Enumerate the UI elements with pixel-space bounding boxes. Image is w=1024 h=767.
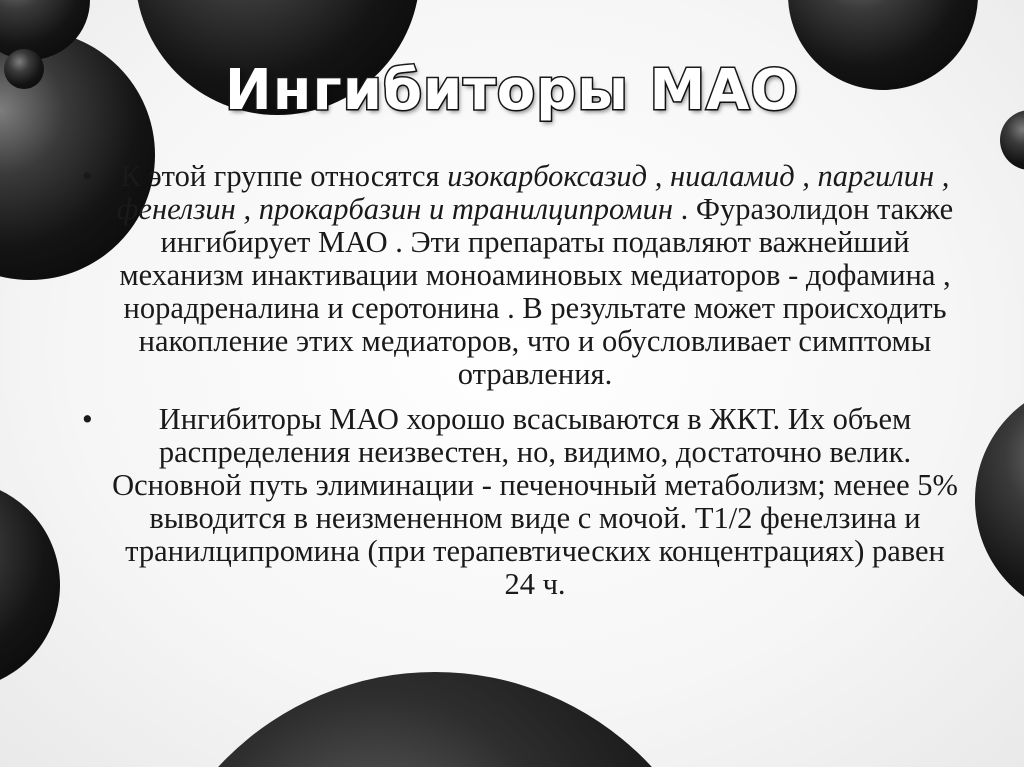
- slide-title: Ингибиторы МАО: [224, 58, 800, 123]
- bullet-rest: . Фуразолидон также ингибирует МАО . Эти препараты подавляют важнейший механизм инактивации моноаминовых медиаторов - дофамина , норадреналина и серотонина . В результате может происходить накопление этих медиаторов, что и обусловливает симптомы отравления.: [119, 192, 954, 391]
- bullet-marker: •: [82, 159, 93, 193]
- bullet-text: [110, 160, 960, 391]
- bullet-item: [80, 403, 960, 601]
- slide-body: [80, 160, 960, 613]
- bullet-item: [80, 160, 960, 391]
- sphere-decoration: [0, 480, 60, 690]
- bullet-marker: •: [82, 402, 93, 436]
- sphere-decoration: [975, 380, 1024, 620]
- sphere-decoration: [140, 672, 730, 767]
- bullet-text: Ингибиторы МАО хорошо всасываются в ЖКТ. Их объем распределения неизвестен, но, видимо, достаточно велик. Основной путь элиминации - печеночный метаболизм; менее 5% выводится в неизмененном виде с мочой. Т1/2 фенелзина и транилципромина (при терапевтических концентрациях) равен 24 ч.: [112, 402, 958, 601]
- bullet-lead: К этой группе относятся: [120, 159, 448, 193]
- drug-list: изокарбоксазид , ниаламид , паргилин , фенелзин , прокарбазин и транилципромин: [116, 159, 950, 226]
